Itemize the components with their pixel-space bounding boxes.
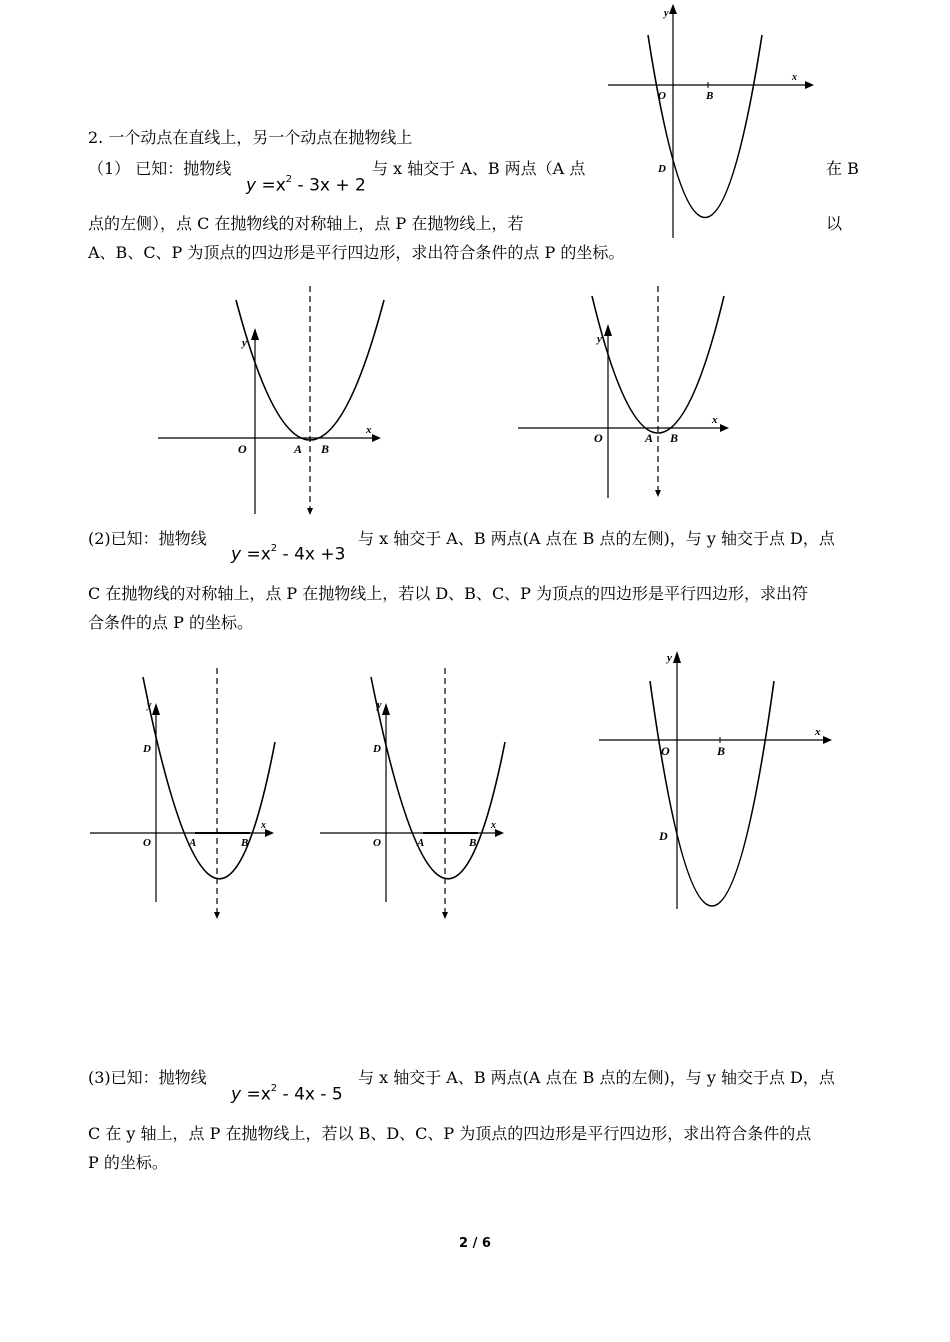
label-y: y [667, 652, 672, 664]
label-o: O [594, 431, 603, 445]
label-a: A [417, 837, 425, 849]
part3-intro: (3)已知：抛物线 [88, 1068, 207, 1087]
label-d: D [143, 743, 151, 755]
label-b: B [241, 837, 249, 849]
formula-y: y [246, 175, 257, 196]
part3-text-b: C 在 y 轴上，点 P 在抛物线上，若以 B、D、C、P 为顶点的四边形是平行四边形，求出符合条件的点 [88, 1124, 812, 1143]
part3-text-c: P 的坐标。 [88, 1153, 168, 1172]
page-number: 2 / 6 [459, 1236, 491, 1251]
label-o: O [373, 837, 381, 849]
label-o: O [658, 90, 666, 102]
label-y: y [664, 8, 669, 19]
label-a: A [645, 431, 654, 445]
part1-text-a: 与 x 轴交于 A、B 两点（A 点 [372, 159, 586, 178]
label-b: B [469, 837, 477, 849]
part1-text-c: 点的左侧），点 C 在抛物线的对称轴上，点 P 在抛物线上，若 [88, 214, 524, 233]
part2-text-c: 合条件的点 P 的坐标。 [88, 613, 253, 632]
formula-eq: =x [256, 175, 286, 196]
formula-sup: 2 [270, 543, 278, 554]
figure-part1-right [510, 280, 740, 510]
label-b: B [670, 431, 679, 445]
label-d: D [659, 829, 668, 843]
formula-rest: - 4x - 5 [277, 1084, 343, 1105]
label-x: x [366, 424, 372, 436]
part2-intro: (2)已知：抛物线 [88, 529, 207, 548]
label-y: y [147, 700, 152, 711]
figure-part2-right [595, 645, 840, 920]
label-o: O [238, 442, 247, 456]
formula-eq: =x [241, 1084, 271, 1105]
figure-top-right-parabola [600, 0, 820, 240]
formula-sup: 2 [285, 174, 293, 185]
part2-text-a: 与 x 轴交于 A、B 两点(A 点在 B 点的左侧)，与 y 轴交于点 D，点 [358, 529, 835, 548]
part2-formula [231, 541, 345, 565]
formula-rest: - 3x + 2 [292, 175, 366, 196]
label-y: y [597, 333, 602, 345]
part1-intro: （1） 已知：抛物线 [88, 159, 232, 178]
label-y: y [377, 700, 382, 711]
figure-part2-middle [315, 660, 515, 930]
label-a: A [294, 442, 303, 456]
label-x: x [491, 820, 496, 831]
formula-y: y [231, 544, 242, 565]
part1-text-b: 在 B [826, 159, 859, 178]
formula-sup: 2 [270, 1083, 278, 1094]
part3-formula [231, 1081, 343, 1105]
label-d: D [373, 743, 381, 755]
part1-text-e: A、B、C、P 为顶点的四边形是平行四边形，求出符合条件的点 P 的坐标。 [88, 243, 625, 262]
label-b: B [321, 442, 330, 456]
formula-rest: - 4x +3 [277, 544, 346, 565]
figure-part1-left [150, 280, 390, 520]
part2-text-b: C 在抛物线的对称轴上，点 P 在抛物线上，若以 D、B、C、P 为顶点的四边形是平行四边形，求出符 [88, 584, 809, 603]
label-x: x [815, 726, 821, 738]
label-x: x [792, 72, 797, 83]
part1-formula [246, 172, 366, 196]
label-x: x [712, 414, 718, 426]
label-o: O [661, 744, 670, 758]
formula-y: y [231, 1084, 242, 1105]
label-d: D [658, 163, 666, 175]
figure-part2-left [85, 660, 285, 930]
label-b: B [717, 744, 726, 758]
label-o: O [143, 837, 151, 849]
formula-eq: =x [241, 544, 271, 565]
label-b: B [706, 90, 714, 102]
part3-text-a: 与 x 轴交于 A、B 两点(A 点在 B 点的左侧)，与 y 轴交于点 D，点 [358, 1068, 835, 1087]
part1-text-d: 以 [826, 214, 843, 233]
label-a: A [189, 837, 197, 849]
label-y: y [242, 337, 247, 349]
problem-heading: 2. 一个动点在直线上，另一个动点在抛物线上 [88, 128, 413, 147]
label-x: x [261, 820, 266, 831]
